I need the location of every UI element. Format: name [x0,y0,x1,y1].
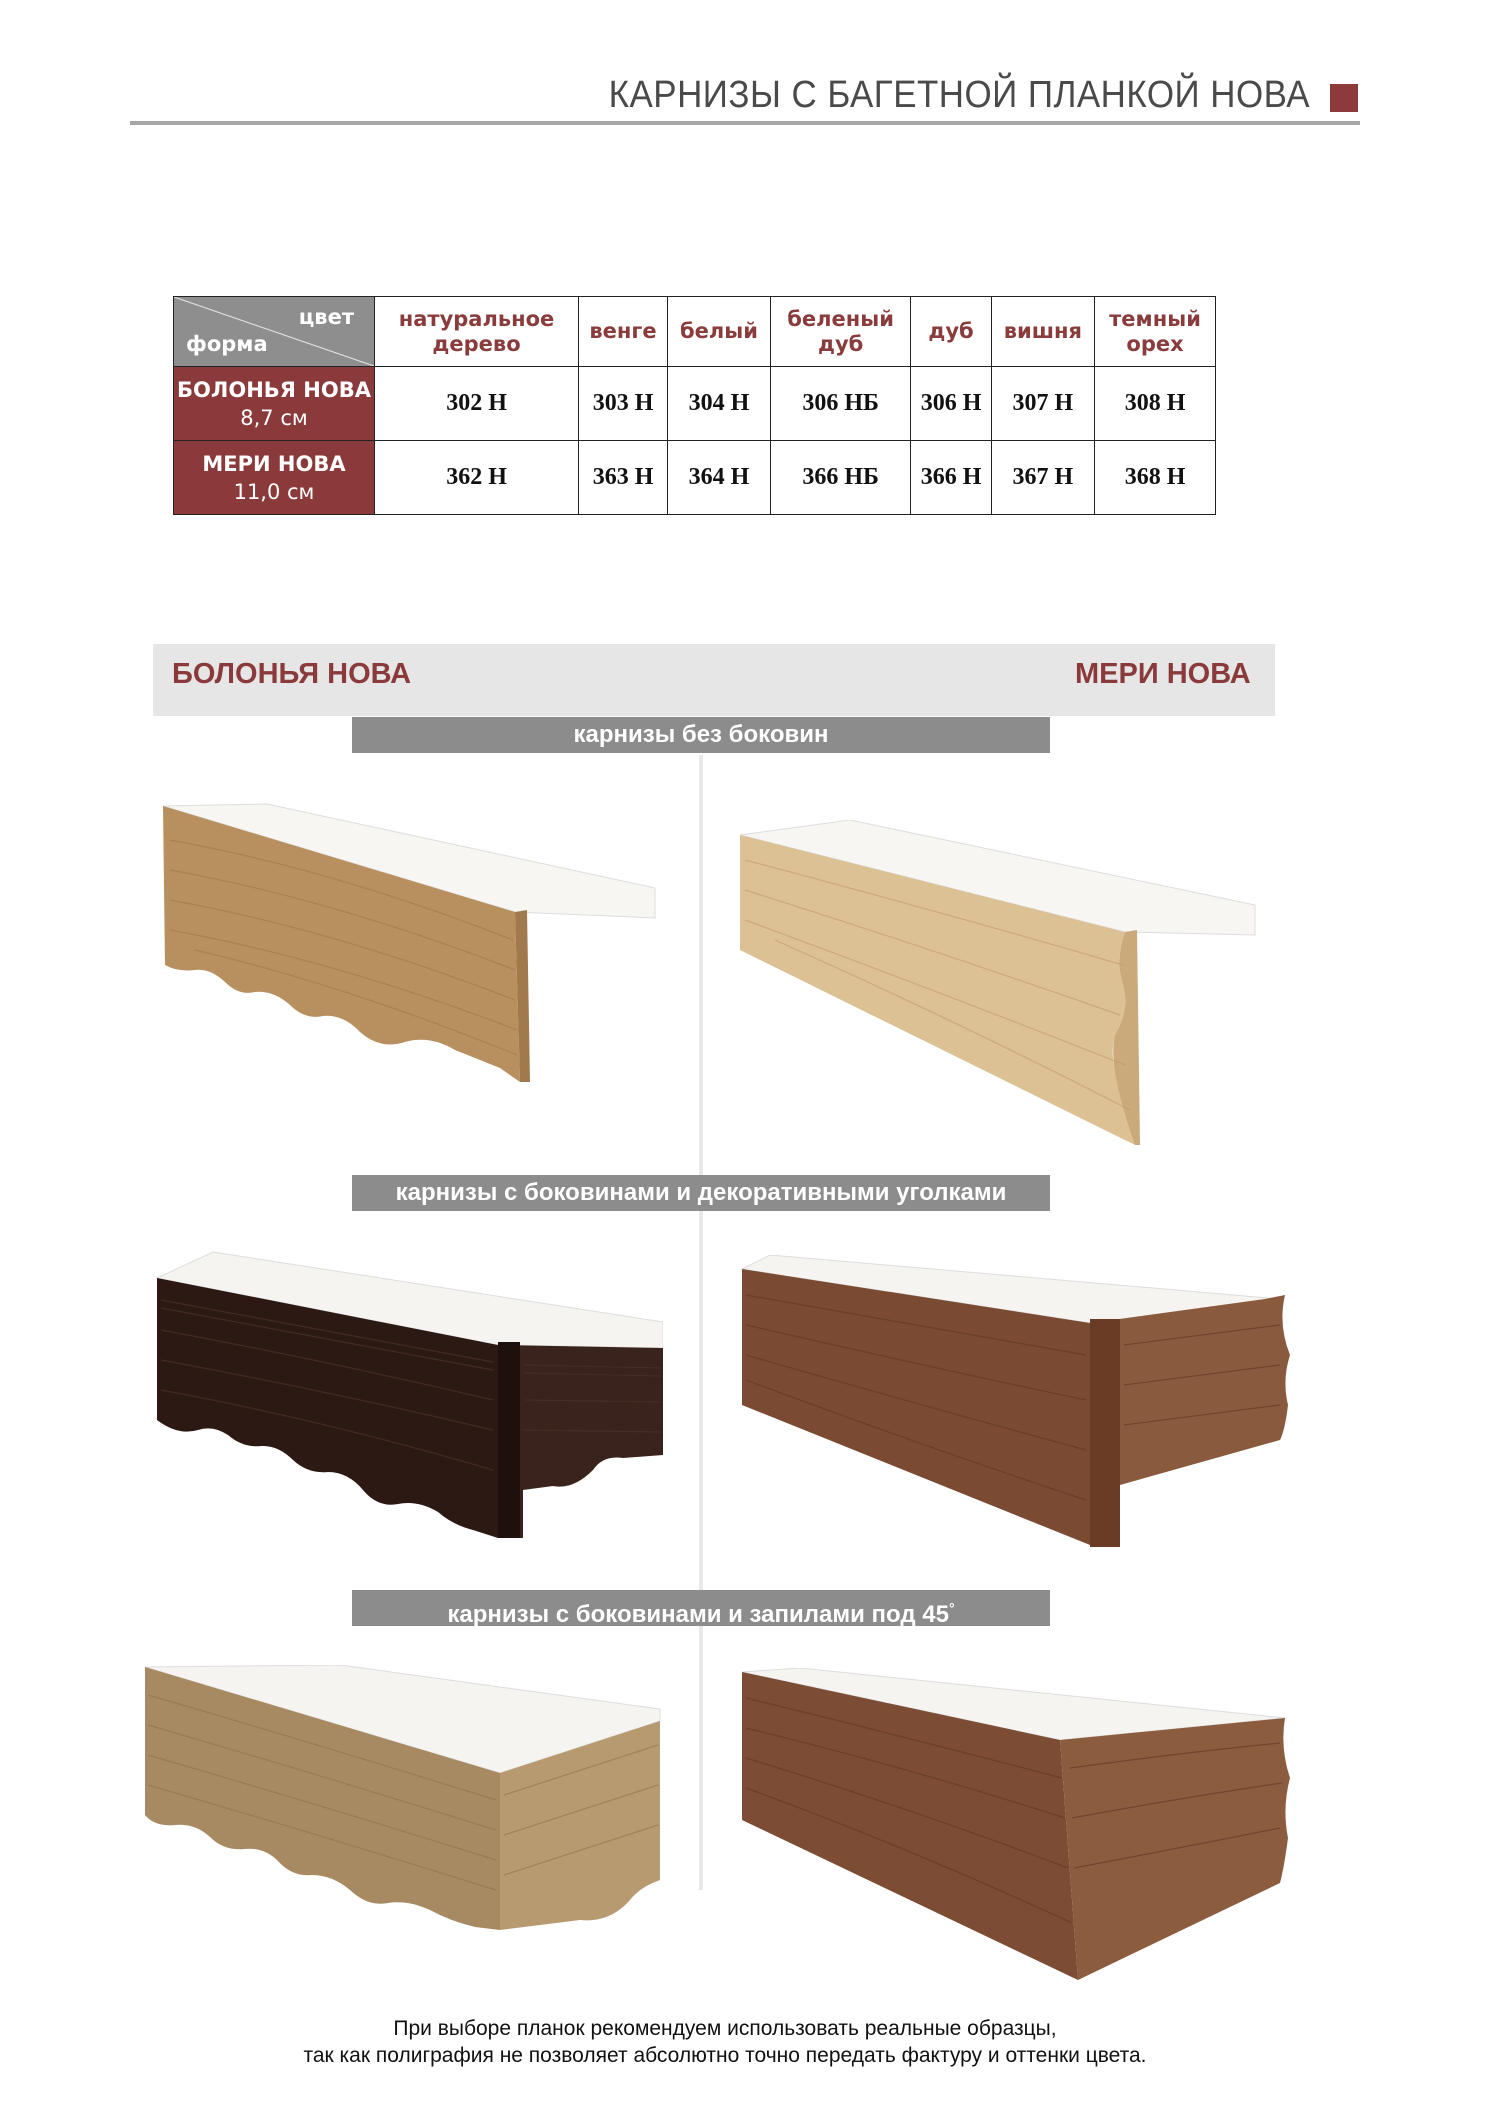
column-header: венге [579,297,668,367]
footnote-line: При выборе планок рекомендуем использовать реальные образцы, [393,2017,1057,2040]
code-cell: 304 Н [668,367,771,441]
code-cell: 302 Н [375,367,579,441]
corner-label-color: цвет [298,305,354,329]
table-corner [174,297,375,367]
table-row [174,367,1216,441]
code-cell: 364 Н [668,441,771,515]
code-cell: 366 НБ [770,441,910,515]
column-header: натуральное дерево [375,297,579,367]
meri-cornice-decorative-corners-image [740,1255,1290,1555]
row-header: БОЛОНЬЯ НОВА 8,7 см [174,367,375,441]
page-title: КАРНИЗЫ С БАГЕТНОЙ ПЛАНКОЙ НОВА [608,74,1310,116]
code-cell: 363 Н [579,441,668,515]
code-cell: 367 Н [991,441,1094,515]
code-cell: 306 НБ [770,367,910,441]
bolonya-cornice-no-sides-image [155,800,665,1090]
bolonya-cornice-decorative-corners-image [153,1250,663,1545]
column-header: темный орех [1095,297,1216,367]
model-name-meri: МЕРИ НОВА [1075,658,1251,690]
code-cell: 362 Н [375,441,579,515]
model-name-bolonya: БОЛОНЬЯ НОВА [172,658,412,690]
column-header: беленый дуб [770,297,910,367]
column-header: дуб [911,297,991,367]
bolonya-cornice-45-cuts-image [140,1665,665,1935]
title-marker [1330,84,1358,112]
meri-cornice-no-sides-image [735,820,1260,1150]
code-cell: 366 Н [911,441,991,515]
column-header: вишня [991,297,1094,367]
section-bar-no-sides: карнизы без боковин [352,717,1050,753]
section-bar-45-cuts: карнизы с боковинами и запилами под 45° [352,1590,1050,1626]
title-divider [130,121,1360,125]
code-cell: 303 Н [579,367,668,441]
corner-label-form: форма [186,332,268,356]
table-row [174,441,1216,515]
codes-table [173,296,1216,515]
column-header: белый [668,297,771,367]
section-bar-decorative-corners: карнизы с боковинами и декоративными уголками [352,1175,1050,1211]
column-divider [699,755,703,1890]
row-header: МЕРИ НОВА 11,0 см [174,441,375,515]
code-cell: 368 Н [1095,441,1216,515]
code-cell: 306 Н [911,367,991,441]
meri-cornice-45-cuts-image [740,1668,1290,1983]
code-cell: 308 Н [1095,367,1216,441]
footnote [100,2015,1350,2069]
footnote-line: так как полиграфия не позволяет абсолютно точно передать фактуру и оттенки цвета. [303,2044,1147,2067]
code-cell: 307 Н [991,367,1094,441]
